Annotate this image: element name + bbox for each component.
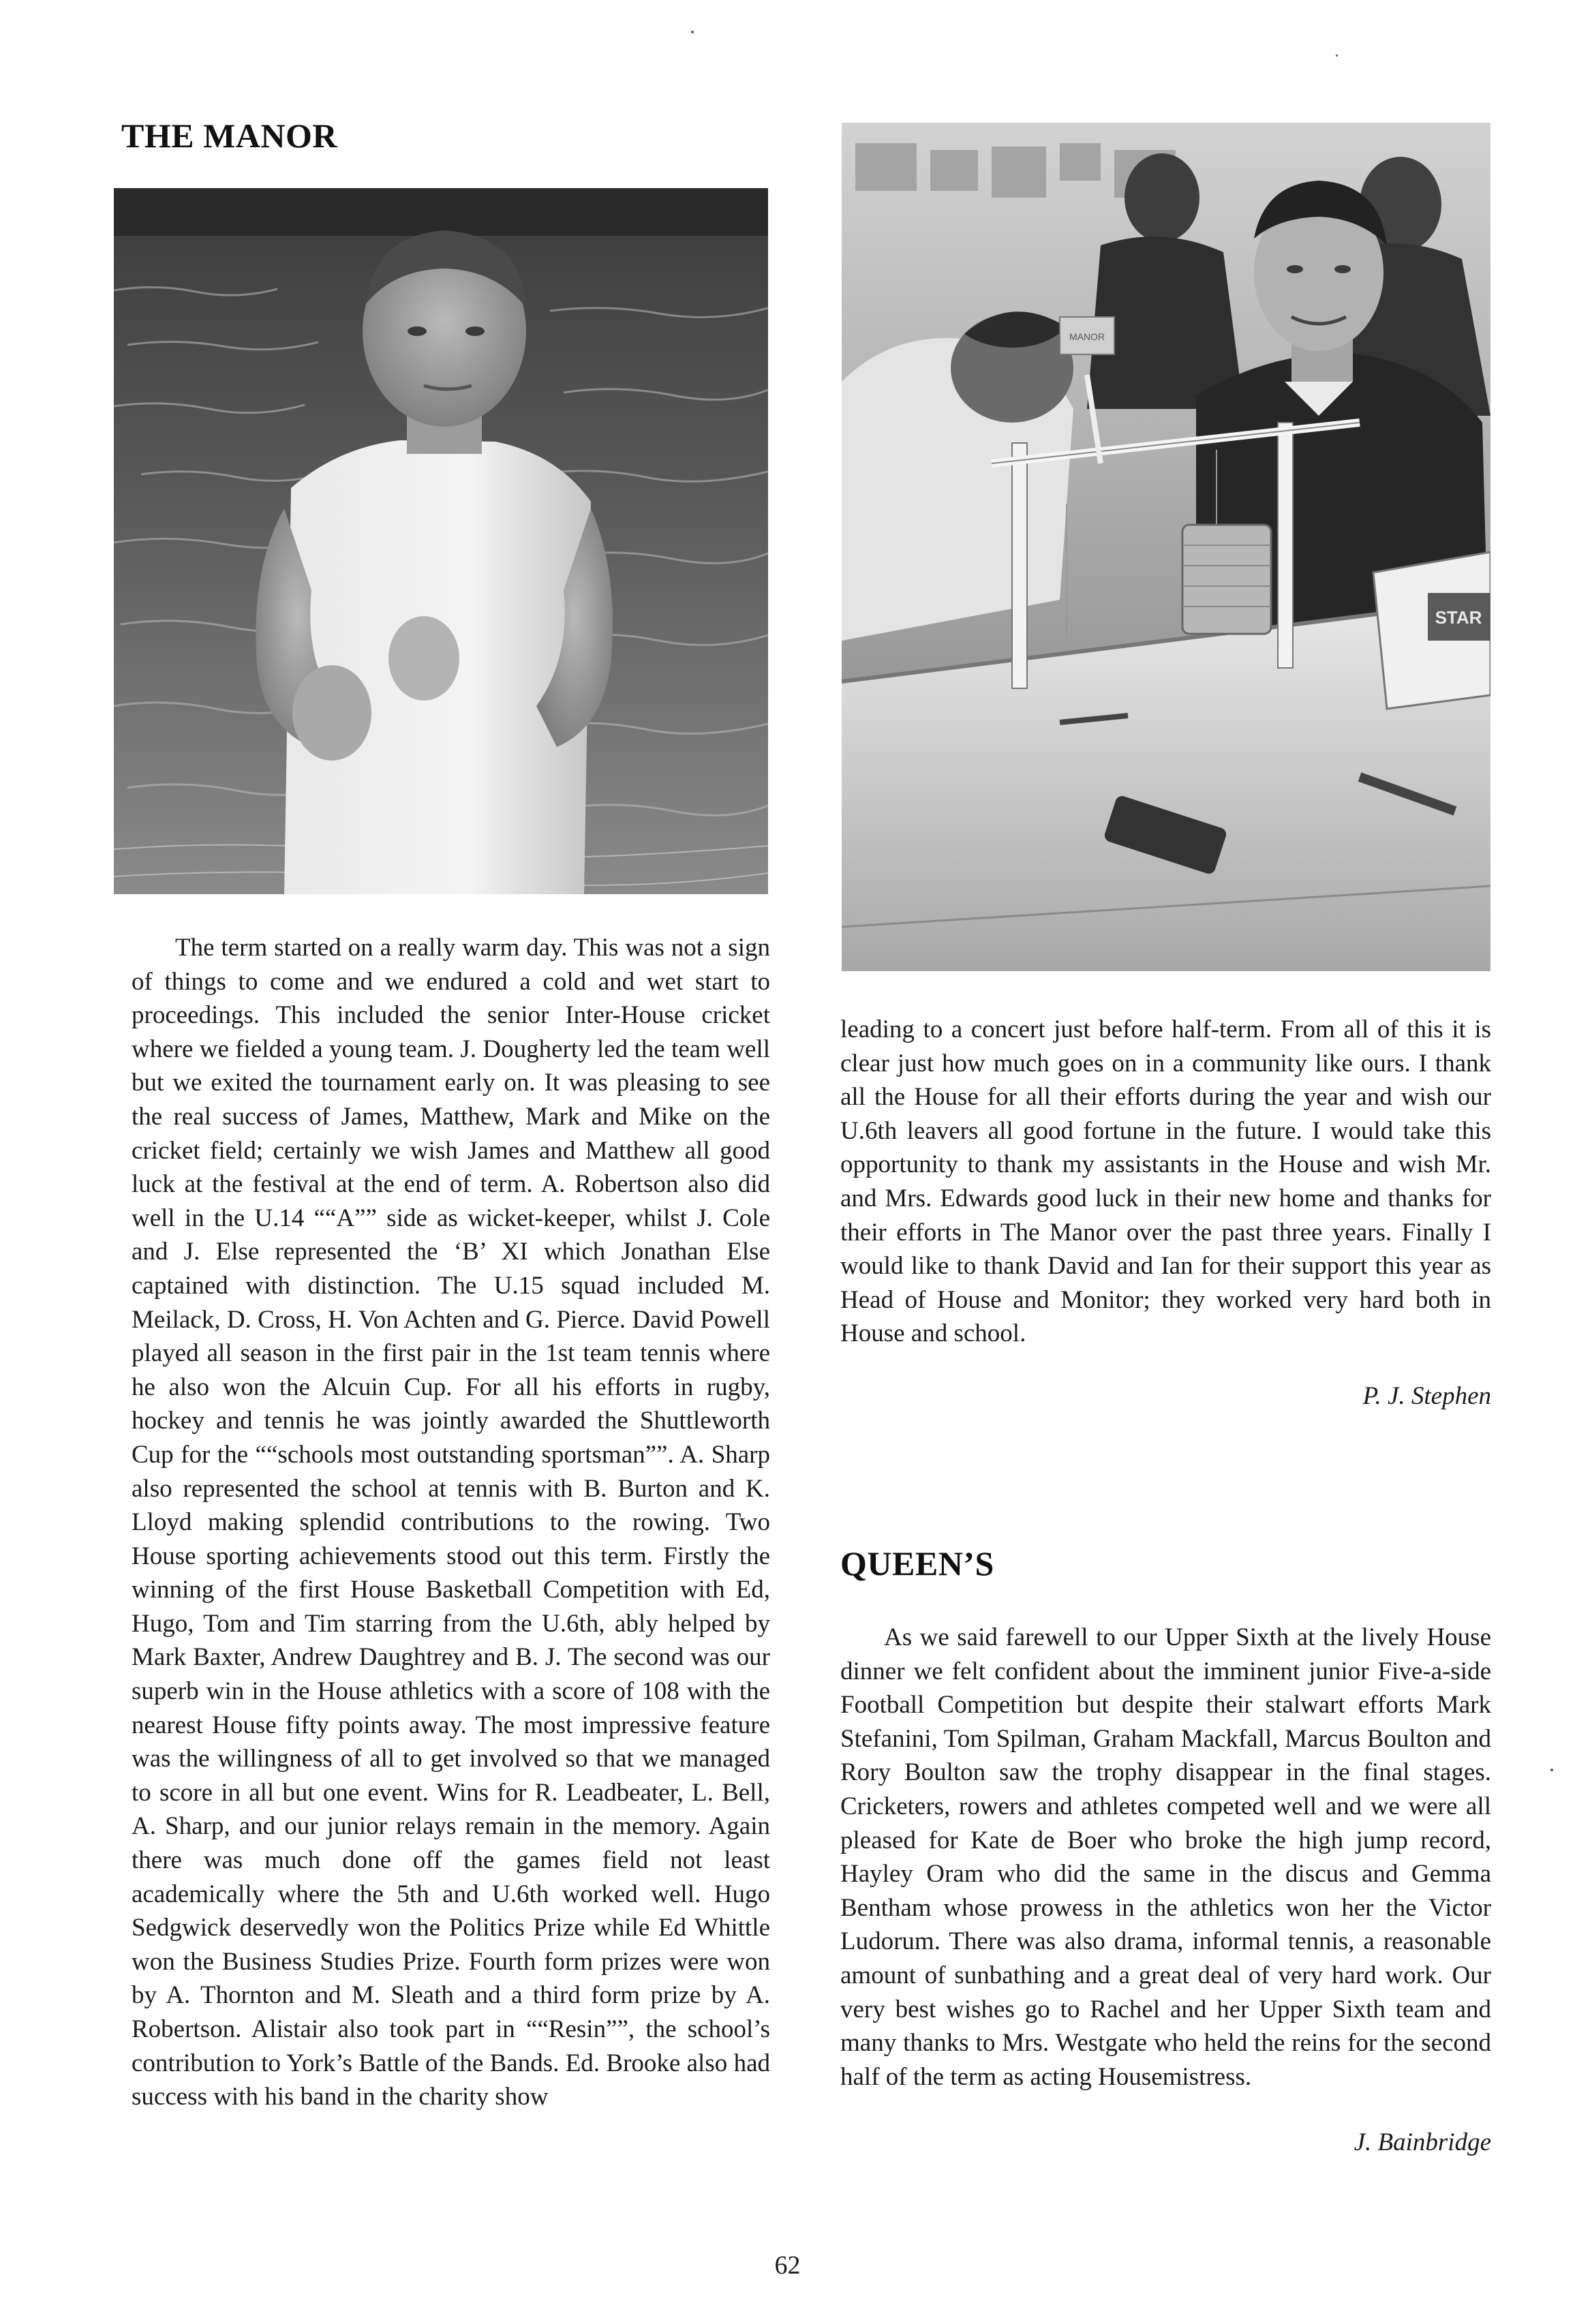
manor-photo	[114, 188, 768, 894]
boy-by-river-image	[114, 188, 768, 894]
manor-body-left: The term started on a really warm day. This was not a sign of things to come and we endured a cold and wet start to proceedings. This included the senior Inter-House cricket where we fielded a young team. J. Dougherty led the team well but we exited the tournament early on. It was pleasing to see the real success of James, Matthew, Mark and Mike on the cricket field; certainly we wish James and Matthew all good luck at the festival at the end of term. A. Robertson also did well in the U.14 ““A”” side as wicket-keeper, whilst J. Cole and J. Else represented the ‘B’ XI which Jonathan Else captained with distinction. The U.15 squad included M. Meilack, D. Cross, H. Von Achten and G. Pierce. David Powell played all season in the first pair in the 1st team tennis where he also won the Alcuin Cup. For all his efforts in rugby, hockey and tennis he was jointly awarded the Shuttleworth Cup for the ““schools most outstanding sportsman””. A. Sharp also represented the school at tennis with B. Burton and K. Lloyd making splendid contributions to the rowing. Two House sporting achievements stood out this term. Firstly the winning of the first House Basketball Competition with Ed, Hugo, Tom and Tim starring from the U.6th, ably helped by Mark Baxter, Andrew Daughtrey and B. J. The second was our superb win in the House athletics with a score of 108 with the nearest House fifty points away. The most impressive feature was the willingness of all to get involved so that we managed to score in all but one event. Wins for R. Leadbeater, L. Bell, A. Sharp, and our junior relays remain in the memory. Again there was much done off the games field not least academically where the 5th and U.6th worked well. Hugo Sedgwick deservedly won the Politics Prize while Ed Whittle won the Business Studies Prize. Fourth form prizes were won by A. Thornton and M. Sleath and a third form prize by A. Robertson. Alistair also took part in ““Resin””, the school’s contribution to York’s Battle of the Bands. Ed. Brooke also had success with his band in the charity show	[132, 934, 770, 2111]
page-number: 62	[774, 2251, 801, 2280]
manor-signature: P. J. Stephen	[1362, 1382, 1491, 1410]
queens-heading: QUEEN’S	[840, 1544, 994, 1583]
tin-label: STAR	[1435, 607, 1482, 628]
manor-heading: THE MANOR	[121, 117, 337, 155]
queens-body: As we said farewell to our Upper Sixth at the lively House dinner we felt confident about the imminent junior Five-a-side Football Competition but despite their stalwart efforts Mark Stefanini, Tom Spilman, Graham Mackfall, Marcus Boulton and Rory Boulton saw the trophy disappear in the final stages. Cricketers, rowers and athletes competed well and we were all pleased for Kate de Boer who broke the high jump record, Hayley Oram who did the same in the discus and Gemma Bentham whose prowess in the athletics won her the Victor Ludorum. There was also drama, informal tennis, a reasonable amount of sunbathing and a great deal of very hard work. Our very best wishes go to Rachel and her Upper Sixth team and many thanks to Mrs. Westgate who held the reins for the second half of the term as acting Housemistress.	[840, 1623, 1491, 2091]
flag-label: MANOR	[1069, 331, 1105, 342]
workshop-photo	[842, 123, 1490, 971]
manor-body-right: leading to a concert just before half-term. From all of this it is clear just how much goes on in a community like ours. I thank all the House for all their efforts during the year and wish our U.6th leavers all good fortune in the future. I would take this opportunity to thank my assistants in the House and wish Mr. and Mrs. Edwards good luck in their new home and thanks for their efforts in The Manor over the past three years. Finally I would like to thank David and Ian for their support this year as Head of House and Monitor; they worked very hard both in House and school.	[840, 1015, 1491, 1348]
scan-speck	[1336, 55, 1338, 57]
scan-speck	[1550, 1769, 1553, 1771]
workshop-image	[842, 123, 1490, 971]
scan-speck	[691, 31, 694, 33]
queens-signature: J. Bainbridge	[1354, 2128, 1491, 2156]
